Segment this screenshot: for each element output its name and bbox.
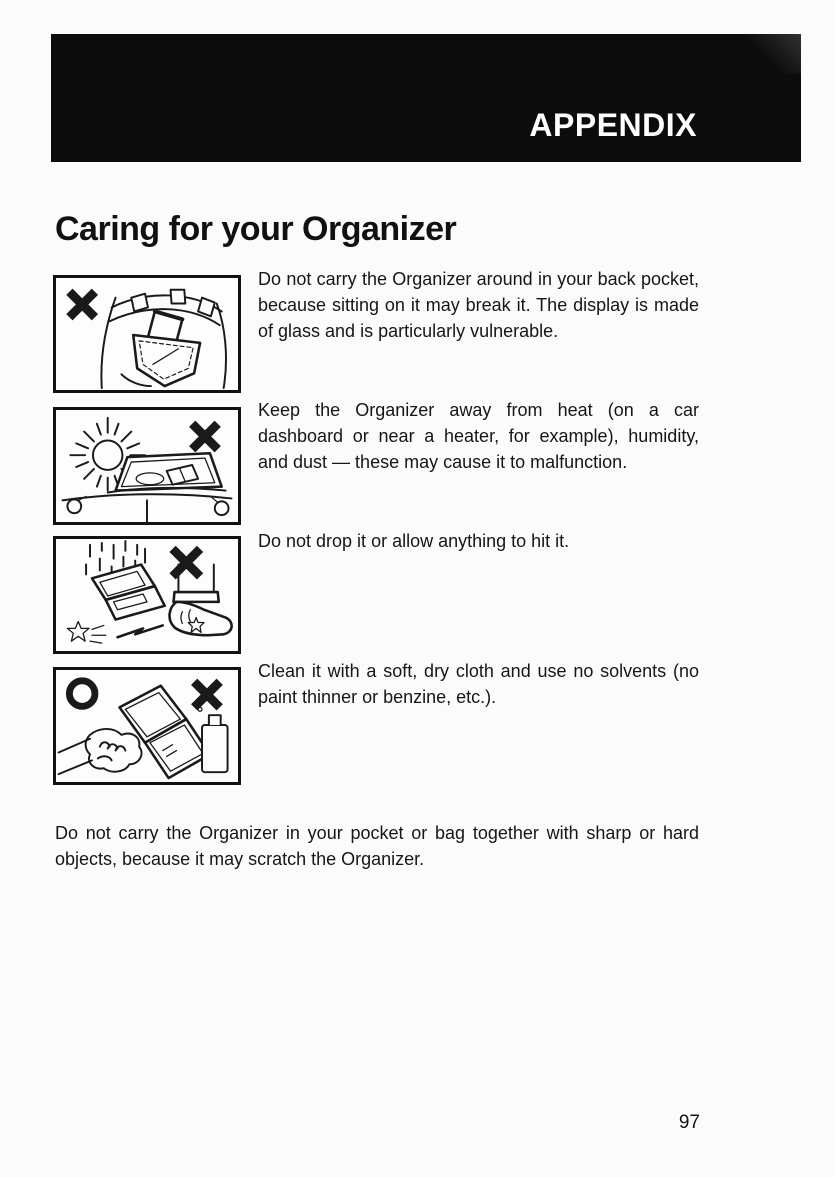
care-instruction-text: Keep the Organizer away from heat (on a car dashboard or near a heater, for example), humidity, and dust — these may cause it to malfunction. [258,400,699,472]
care-instruction-text: Clean it with a soft, dry cloth and use no solvents (no paint thinner or benzine, etc.). [258,661,699,707]
x-mark-icon [173,549,201,577]
trouser-cuff [174,592,219,602]
lightning-bolt [118,625,163,637]
footer-note: Do not carry the Organizer in your pocket or bag together with sharp or hard objects, because it may scratch the Organizer. [55,823,699,869]
care-instruction-text: Do not drop it or allow anything to hit it. [258,531,570,551]
impact-star [67,622,89,642]
belt-loop [171,290,186,304]
bottle-neck [209,715,221,725]
drop-impact-drawing [56,539,238,651]
car-dashboard-drawing [56,410,238,522]
appendix-header-banner [51,34,801,162]
illustration-drop-impact [53,536,241,654]
illustration-car-dashboard-heat [53,407,241,525]
x-mark-icon [194,682,220,708]
page-number: 97 [678,1112,700,1133]
x-mark-icon [69,292,95,318]
belt-loop [198,298,215,317]
side-mirror [215,501,229,515]
cleaning-cloth [86,729,142,772]
ok-circle-icon [69,681,95,707]
illustration-cleaning [53,667,241,785]
belt-loop [131,294,148,312]
appendix-title: APPENDIX [529,107,697,143]
illustration-back-pocket [53,275,241,393]
care-instruction-text: Do not carry the Organizer around in your back pocket, because sitting on it may break it. The display is made of glass and is particularly vulnerable. [258,269,699,341]
side-mirror [67,499,81,513]
cleaning-drawing [56,670,238,782]
back-pocket-drawing [56,278,238,390]
sun-icon [93,440,122,469]
section-heading: Caring for your Organizer [55,210,457,248]
x-mark-icon [192,424,218,450]
solvent-bottle [202,725,228,772]
